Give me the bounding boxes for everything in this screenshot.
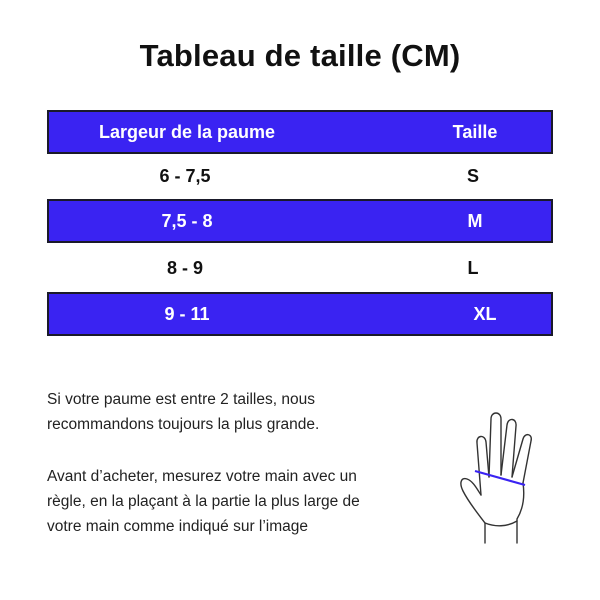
table-row <box>47 199 553 243</box>
note-line: recommandons toujours la plus grande. <box>47 416 320 433</box>
row-size: L <box>467 257 479 278</box>
row-palm-width: 8 - 9 <box>166 257 204 278</box>
note-paragraph-2 <box>47 464 432 539</box>
table-header-row <box>47 110 553 154</box>
header-palm-width: Largeur de la paume <box>98 121 276 142</box>
header-size: Taille <box>452 121 498 142</box>
note-line: règle, en la plaçant à la partie la plus large de <box>47 493 360 510</box>
row-palm-width: 7,5 - 8 <box>161 210 213 231</box>
row-size: M <box>467 210 483 231</box>
row-palm-width: 9 - 11 <box>164 303 210 324</box>
row-size: S <box>466 165 479 186</box>
table-row <box>47 292 553 336</box>
note-line: votre main comme indiqué sur l’image <box>47 518 309 535</box>
note-paragraph-1 <box>47 387 432 437</box>
page-title: Tableau de taille (CM) <box>139 38 461 73</box>
row-palm-width: 6 - 7,5 <box>159 165 211 186</box>
measure-line <box>475 471 525 485</box>
note-line: Si votre paume est entre 2 tailles, nous <box>47 391 315 408</box>
row-size: XL <box>473 303 497 324</box>
hand-outline-icon <box>455 405 545 545</box>
note-line: Avant d’acheter, mesurez votre main avec un <box>47 468 357 485</box>
table-row <box>47 154 553 198</box>
table-row <box>47 246 553 290</box>
